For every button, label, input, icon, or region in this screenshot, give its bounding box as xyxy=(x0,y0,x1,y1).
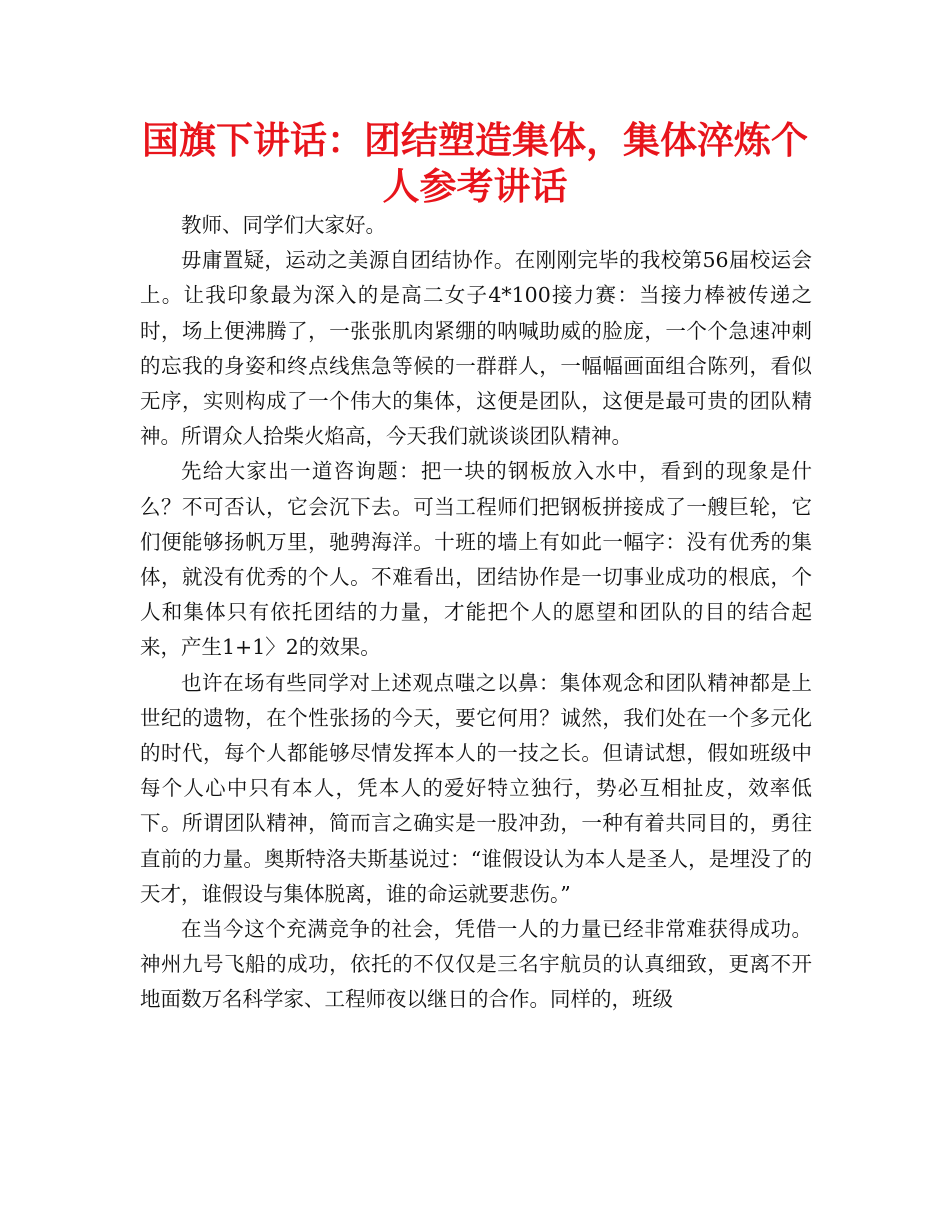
paragraph: 毋庸置疑，运动之美源自团结协作。在刚刚完毕的我校第56届校运会上。让我印象最为深入的是高二女子4*100接力赛：当接力棒被传递之时，场上便沸腾了，一张张肌肉紧绷的呐喊助威的脸庞，一个个急速冲刺的忘我的身姿和终点线焦急等候的一群群人，一幅幅画面组合陈列，看似无序，实则构成了一个伟大的集体，这便是团队，这便是最可贵的团队精神。所谓众人拾柴火焰高，今天我们就谈谈团队精神。 xyxy=(140,248,812,449)
document-body xyxy=(140,208,812,1018)
paragraph-greeting: 教师、同学们大家好。 xyxy=(181,213,386,237)
paragraph: 先给大家出一道咨询题：把一块的钢板放入水中，看到的现象是什么？不可否认，它会沉下去。可当工程师们把钢板拼接成了一艘巨轮，它们便能够扬帆万里，驰骋海洋。十班的墙上有如此一幅字：没有优秀的集体，就没有优秀的个人。不难看出，团结协作是一切事业成功的根底，个人和集体只有依托团结的力量，才能把个人的愿望和团队的目的结合起来，产生1+1〉2的效果。 xyxy=(140,459,812,660)
paragraph: 也许在场有些同学对上述观点嗤之以鼻：集体观念和团队精神都是上世纪的遗物，在个性张扬的今天，要它何用？诚然，我们处在一个多元化的时代，每个人都能够尽情发挥本人的一技之长。但请试想，假如班级中每个人心中只有本人，凭本人的爱好特立独行，势必互相扯皮，效率低下。所谓团队精神，简而言之确实是一股冲劲，一种有着共同目的，勇往直前的力量。奥斯特洛夫斯基说过：“谁假设认为本人是圣人，是埋没了的天才，谁假设与集体脱离，谁的命运就要悲伤。” xyxy=(140,670,812,906)
document-title: 国旗下讲话：团结塑造集体，集体淬炼个人参考讲话 xyxy=(142,119,808,208)
paragraph: 在当今这个充满竞争的社会，凭借一人的力量已经非常难获得成功。神州九号飞船的成功，依托的不仅仅是三名宇航员的认真细致，更离不开地面数万名科学家、工程师夜以继日的合作。同样的，班级 xyxy=(140,917,812,1012)
